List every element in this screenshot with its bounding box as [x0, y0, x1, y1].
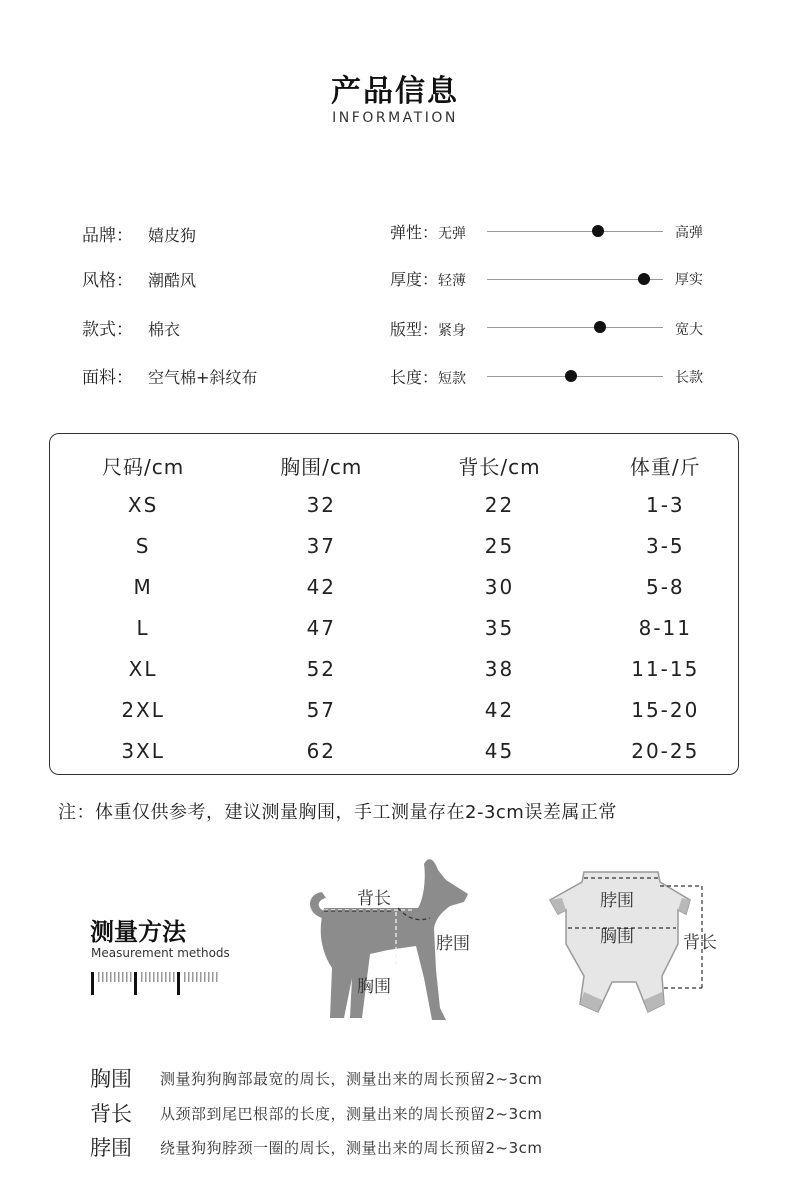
- table-row: [54, 525, 742, 566]
- scale-high: 长款: [675, 370, 703, 386]
- scale-marker: [594, 321, 606, 333]
- table-cell: 57: [306, 697, 337, 722]
- table-cell: 38: [484, 656, 515, 681]
- col-header: 背长/cm: [458, 454, 541, 479]
- table-row: [54, 566, 742, 607]
- table-cell: 42: [306, 574, 337, 599]
- table-cell: 15-20: [631, 697, 700, 722]
- spec-value: 棉衣: [148, 320, 181, 339]
- method-title: 测量方法: [90, 918, 186, 946]
- scale-marker: [638, 273, 650, 285]
- scale-marker: [565, 370, 577, 382]
- scale-thickness-label: [390, 267, 466, 290]
- dog-label-neck: 脖围: [436, 934, 470, 954]
- dog-label-back: 背长: [357, 889, 391, 909]
- spec-fabric: [82, 363, 257, 388]
- table-cell: 37: [306, 533, 337, 558]
- scale-label: 长度：: [390, 368, 439, 387]
- table-cell: 45: [484, 738, 515, 763]
- table-row: [54, 484, 742, 525]
- page-title: 产品信息: [331, 74, 459, 109]
- scale-thickness-track: [487, 279, 663, 280]
- scale-high: 厚实: [675, 272, 703, 288]
- spec-style: [82, 266, 196, 291]
- definition-term-back: 背长: [90, 1102, 132, 1126]
- spec-label: 款式：: [82, 320, 133, 340]
- table-cell: 47: [306, 615, 337, 640]
- method-subtitle: Measurement methods: [91, 946, 230, 960]
- scale-low: 轻薄: [438, 273, 467, 289]
- table-cell: XL: [128, 656, 158, 681]
- table-cell: 2XL: [121, 697, 165, 722]
- scale-fit-label: [390, 317, 466, 340]
- spec-value: 嬉皮狗: [148, 226, 197, 245]
- scale-high: 高弹: [675, 225, 703, 241]
- table-cell: 25: [484, 533, 515, 558]
- garment-label-back: 背长: [683, 933, 717, 953]
- table-cell: S: [135, 533, 151, 558]
- scale-marker: [592, 225, 604, 237]
- scale-elasticity-label: [390, 220, 466, 243]
- spec-label: 面料：: [82, 368, 133, 388]
- measurement-note: 注：体重仅供参考，建议测量胸围，手工测量存在2-3cm误差属正常: [58, 802, 617, 823]
- table-cell: 52: [306, 656, 337, 681]
- table-row: [54, 607, 742, 648]
- spec-label: 风格：: [82, 271, 133, 291]
- definition-term-chest: 胸围: [90, 1067, 132, 1091]
- definition-text-chest: 测量狗狗胸部最宽的周长，测量出来的周长预留2~3cm: [160, 1070, 543, 1088]
- definition-text-back: 从颈部到尾巴根部的长度，测量出来的周长预留2~3cm: [160, 1105, 543, 1123]
- table-row: [54, 689, 742, 730]
- scale-label: 弹性：: [390, 223, 439, 242]
- spec-type: [82, 315, 180, 340]
- garment-label-chest: 胸围: [600, 927, 634, 947]
- table-cell: 62: [306, 738, 337, 763]
- spec-value: 潮酷风: [148, 271, 197, 290]
- scale-fit-track: [487, 327, 663, 328]
- size-table-header: [54, 446, 742, 484]
- page-subtitle: INFORMATION: [332, 110, 458, 126]
- scale-label: 厚度：: [390, 270, 439, 289]
- garment-label-neck: 脖围: [600, 891, 634, 911]
- scale-low: 无弹: [438, 226, 467, 242]
- size-table: [54, 446, 742, 771]
- scale-high: 宽大: [675, 322, 703, 338]
- table-cell: 32: [306, 492, 337, 517]
- table-cell: 11-15: [631, 656, 700, 681]
- table-cell: 3-5: [645, 533, 685, 558]
- scale-low: 紧身: [438, 323, 467, 339]
- col-header: 尺码/cm: [101, 454, 185, 479]
- scale-label: 版型：: [390, 320, 439, 339]
- table-cell: XS: [127, 492, 159, 517]
- table-cell: 1-3: [645, 492, 685, 517]
- table-cell: L: [136, 615, 150, 640]
- scale-length-label: [390, 365, 466, 388]
- table-cell: M: [133, 574, 153, 599]
- ruler-icon: [91, 970, 221, 998]
- spec-value: 空气棉+斜纹布: [148, 368, 258, 387]
- table-cell: 20-25: [631, 738, 700, 763]
- col-header: 体重/斤: [629, 454, 701, 479]
- table-cell: 42: [484, 697, 515, 722]
- table-cell: 35: [484, 615, 515, 640]
- spec-label: 品牌：: [82, 226, 133, 246]
- definition-text-neck: 绕量狗狗脖颈一圈的周长，测量出来的周长预留2~3cm: [160, 1139, 543, 1157]
- table-row: [54, 648, 742, 689]
- table-cell: 22: [484, 492, 515, 517]
- table-cell: 3XL: [121, 738, 165, 763]
- scale-low: 短款: [438, 371, 467, 387]
- table-row: [54, 730, 742, 771]
- spec-brand: [82, 221, 196, 246]
- scale-length-track: [487, 376, 663, 377]
- table-cell: 30: [484, 574, 515, 599]
- definition-term-neck: 脖围: [90, 1136, 132, 1160]
- col-header: 胸围/cm: [280, 454, 363, 479]
- table-cell: 8-11: [638, 615, 692, 640]
- scale-elasticity-track: [487, 231, 663, 232]
- table-cell: 5-8: [645, 574, 685, 599]
- dog-label-chest: 胸围: [357, 977, 391, 997]
